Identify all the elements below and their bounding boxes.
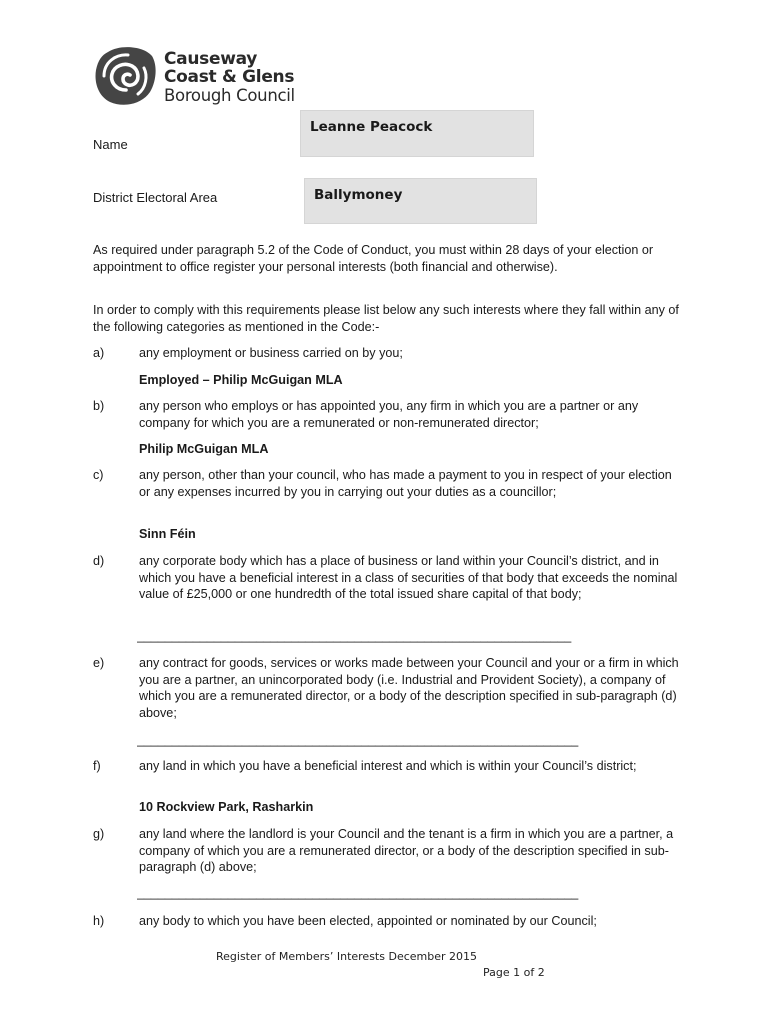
item-c-text: any person, other than your council, who has made a payment to you in respect of your election or any expenses incurred by you in carrying out your duties as a councillor;: [139, 468, 672, 499]
item-g-marker: g): [93, 827, 105, 841]
item-e-response-line[interactable]: _______________________________________________________________: [137, 733, 579, 747]
item-b-response: Philip McGuigan MLA: [139, 442, 269, 456]
district-electoral-area-label: District Electoral Area: [93, 190, 218, 205]
item-a-response: Employed – Philip McGuigan MLA: [139, 373, 343, 387]
item-d-response-line[interactable]: ______________________________________________________________: [137, 629, 572, 643]
item-g-text: any land where the landlord is your Council and the tenant is a firm in which you are a partner, a company of which you are a remunerated director, or a body of the description specified in sub-paragraph (d) above;: [139, 827, 674, 875]
item-f-response: 10 Rockview Park, Rasharkin: [139, 800, 314, 814]
item-a-marker: a): [93, 346, 105, 360]
intro-paragraph-2: In order to comply with this requirements please list below any such interests where they fall within any of the following categories as mentioned in the Code:-: [93, 303, 679, 334]
footer-title: Register of Members’ Interests December 2015: [216, 950, 478, 963]
item-f-marker: f): [93, 759, 101, 773]
name-field[interactable]: [300, 110, 534, 157]
item-e-marker: e): [93, 656, 105, 670]
logo-text-line-3: Borough Council: [164, 86, 295, 105]
name-value: Leanne Peacock: [310, 119, 433, 135]
item-b-marker: b): [93, 399, 105, 413]
name-label: Name: [93, 137, 128, 152]
logo-text-line-2: Coast & Glens: [164, 67, 295, 87]
item-h-marker: h): [93, 914, 105, 928]
item-h-text: any body to which you have been elected, appointed or nominated by our Council;: [139, 914, 597, 928]
item-d-text: any corporate body which has a place of business or land within your Council’s district, and in which you have a beneficial interest in a class of securities of that body that exceeds the nominal value of £25,000 or one hundredth of the total issued share capital of that body;: [139, 554, 678, 602]
item-f-text: any land in which you have a beneficial interest and which is within your Council’s district;: [139, 759, 637, 773]
item-c-marker: c): [93, 468, 104, 482]
item-c-response: Sinn Féin: [139, 527, 196, 541]
page-number: Page 1 of 2: [483, 966, 545, 979]
item-e-text: any contract for goods, services or works made between your Council and your or a firm in which you are a partner, an unincorporated body (i.e. Industrial and Provident Society), a company of which you are a remunerated director, or a body of the description specified in sub-paragraph (d) above;: [139, 656, 679, 720]
item-d-marker: d): [93, 554, 105, 568]
district-electoral-area-value: Ballymoney: [314, 187, 403, 203]
spiral-logo-icon: [94, 46, 158, 106]
item-b-text: any person who employs or has appointed you, any firm in which you are a partner or any company for which you are a remunerated or non-remunerated director;: [139, 399, 639, 430]
intro-paragraph-1: As required under paragraph 5.2 of the Code of Conduct, you must within 28 days of your election or appointment to office register your personal interests (both financial and otherwise).: [93, 243, 654, 274]
item-g-response-line[interactable]: _______________________________________________________________: [137, 886, 579, 900]
item-a-text: any employment or business carried on by you;: [139, 346, 403, 360]
council-logo: [94, 46, 324, 108]
district-electoral-area-field[interactable]: [304, 178, 537, 224]
logo-text-line-1: Causeway: [164, 49, 258, 69]
